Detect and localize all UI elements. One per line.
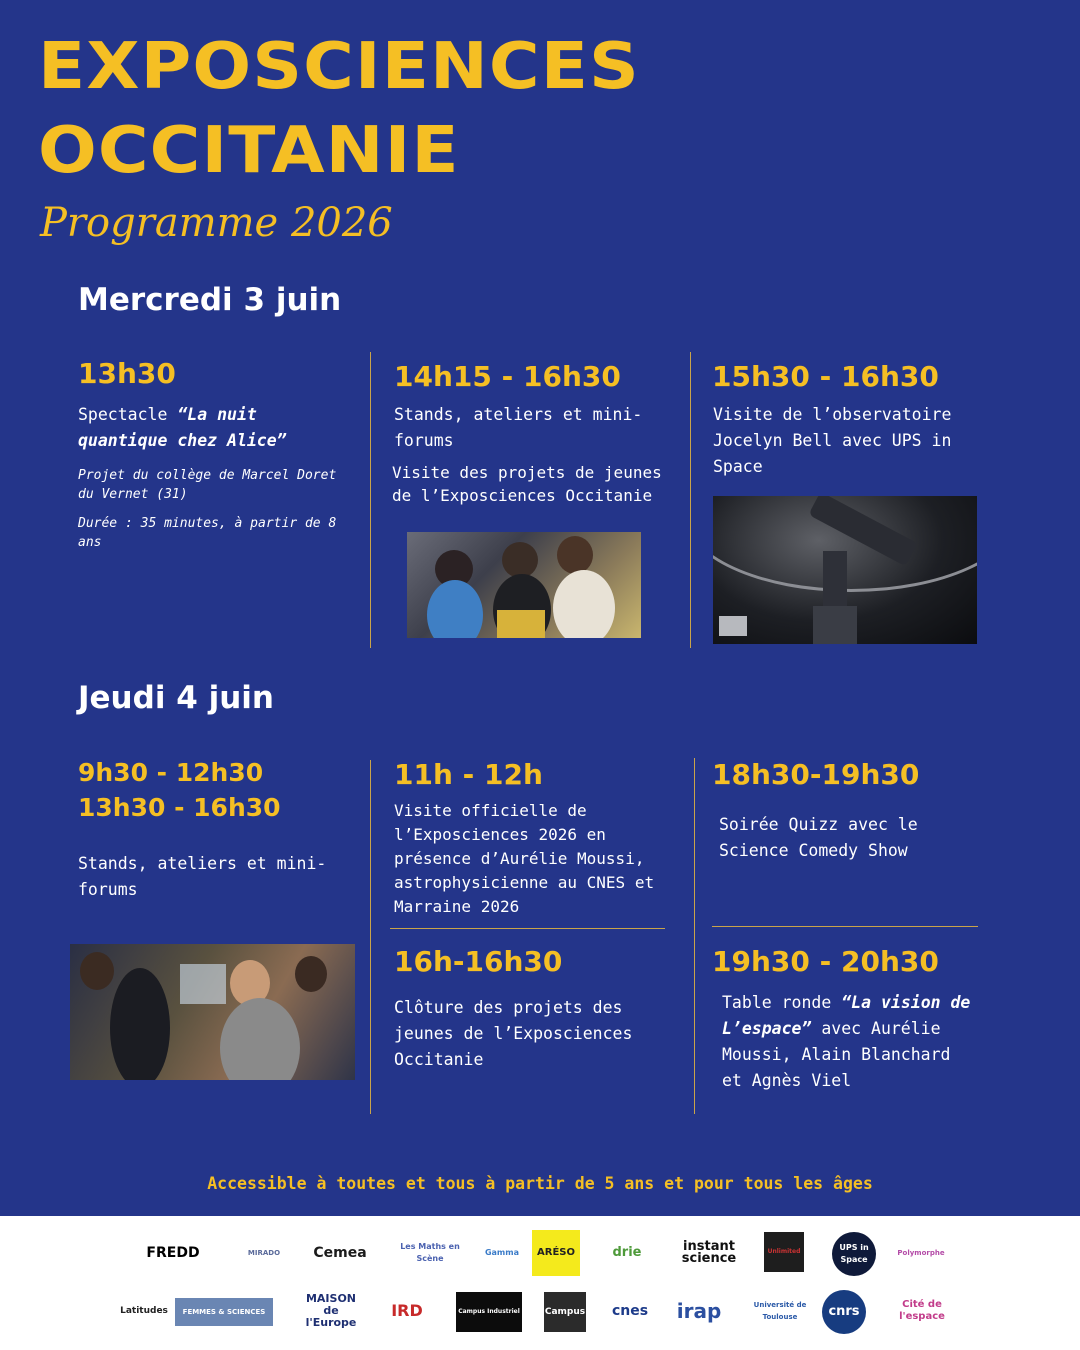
- day1-col1-text: Spectacle “La nuit quantique chez Alice”: [78, 405, 287, 450]
- partner-logos: [0, 1216, 1080, 1350]
- day2-col2b-time: 16h-16h30: [394, 945, 563, 978]
- accessibility-note: Accessible à toutes et tous à partir de 5 ans et pour tous les âges: [207, 1174, 873, 1193]
- title-line1: EXPOSCIENCES: [38, 30, 640, 104]
- logo-campus-industriel: Campus Industriel: [456, 1292, 522, 1332]
- day1-col1-note2: Durée : 35 minutes, à partir de 8 ans: [78, 516, 337, 550]
- day1-col2-time: 14h15 - 16h30: [394, 360, 621, 393]
- logo-campus: Campus: [544, 1292, 586, 1332]
- logo-ups-in-space: UPS in Space: [832, 1232, 876, 1276]
- day2-col1-time1: 9h30 - 12h30: [78, 758, 264, 787]
- divider: [390, 928, 665, 929]
- logo-irap: irap: [676, 1299, 722, 1323]
- photo-observatory-telescope: [713, 496, 977, 644]
- day2-col1-time2: 13h30 - 16h30: [78, 793, 281, 822]
- logo-polymorphe: Polymorphe: [897, 1249, 945, 1257]
- day2-label: Jeudi 4 juin: [78, 680, 274, 716]
- logo-femmes-sciences: FEMMES & SCIENCES: [175, 1298, 273, 1326]
- logo-cemea: Cemea: [313, 1245, 367, 1261]
- day1-label: Mercredi 3 juin: [78, 282, 342, 318]
- logo-cnrs: cnrs: [822, 1290, 866, 1334]
- day2-col3b-text1: Table ronde “La vision de L’espace” avec Aurélie Moussi, Alain Blanchard et Agnès Viel: [722, 993, 971, 1090]
- logo-unlimited: Unlimited: [764, 1232, 804, 1272]
- day2-col3b-time: 19h30 - 20h30: [712, 945, 939, 978]
- logo-maison-europe: MAISON de l'Europe: [305, 1292, 357, 1329]
- logo-maths-en-scene: Les Maths en Scène: [400, 1242, 460, 1263]
- logo-cite-espace: Cité de l'espace: [899, 1299, 945, 1322]
- day2-col3a-time: 18h30-19h30: [712, 758, 920, 791]
- logo-latitudes: Latitudes: [120, 1306, 168, 1316]
- logo-ird: IRD: [391, 1301, 423, 1320]
- divider: [712, 926, 978, 927]
- logo-mirado: MIRADO: [247, 1249, 281, 1257]
- divider: [370, 352, 371, 648]
- photo-visitors-crowd: [70, 944, 355, 1080]
- logo-fredd: FREDD: [146, 1245, 200, 1261]
- day1-col3-time: 15h30 - 16h30: [712, 360, 939, 393]
- logo-cnes: cnes: [611, 1303, 649, 1319]
- logo-areso: ARÉSO: [532, 1230, 580, 1276]
- logo-universite-toulouse: Université de Toulouse: [753, 1301, 807, 1321]
- day2-col2a-text1: Visite officielle de l’Exposciences 2026 en présence d’Aurélie Moussi, astrophysicienne au CNES et Marraine 2026: [394, 801, 655, 916]
- divider: [690, 352, 691, 648]
- day2-col3a-text1: Soirée Quizz avec le Science Comedy Show: [719, 815, 918, 860]
- subtitle: Programme 2026: [40, 200, 393, 246]
- day1-col2-text2: Visite des projets de jeunes de l’Exposciences Occitanie: [392, 463, 662, 505]
- divider: [370, 760, 371, 1114]
- day1-col1-time: 13h30: [78, 357, 176, 390]
- day2-col1-text1: Stands, ateliers et mini-forums: [78, 854, 327, 899]
- title-line2: OCCITANIE: [38, 114, 460, 188]
- day1-col3-text1: Visite de l’observatoire Jocelyn Bell avec UPS in Space: [713, 405, 952, 476]
- day1-col2-text1: Stands, ateliers et mini-forums: [394, 405, 643, 450]
- logo-drie: drie: [612, 1245, 642, 1260]
- day2-col2a-time: 11h - 12h: [394, 758, 543, 791]
- day2-col2b-text1: Clôture des projets des jeunes de l’Exposciences Occitanie: [394, 998, 633, 1069]
- logo-instant-science: instant science: [681, 1239, 737, 1266]
- logo-gamma: Gamma: [484, 1248, 520, 1257]
- day1-col1-note1: Projet du collège de Marcel Doret du Vernet (31): [78, 468, 337, 502]
- divider: [694, 758, 695, 1114]
- photo-students-at-stand: [407, 532, 641, 638]
